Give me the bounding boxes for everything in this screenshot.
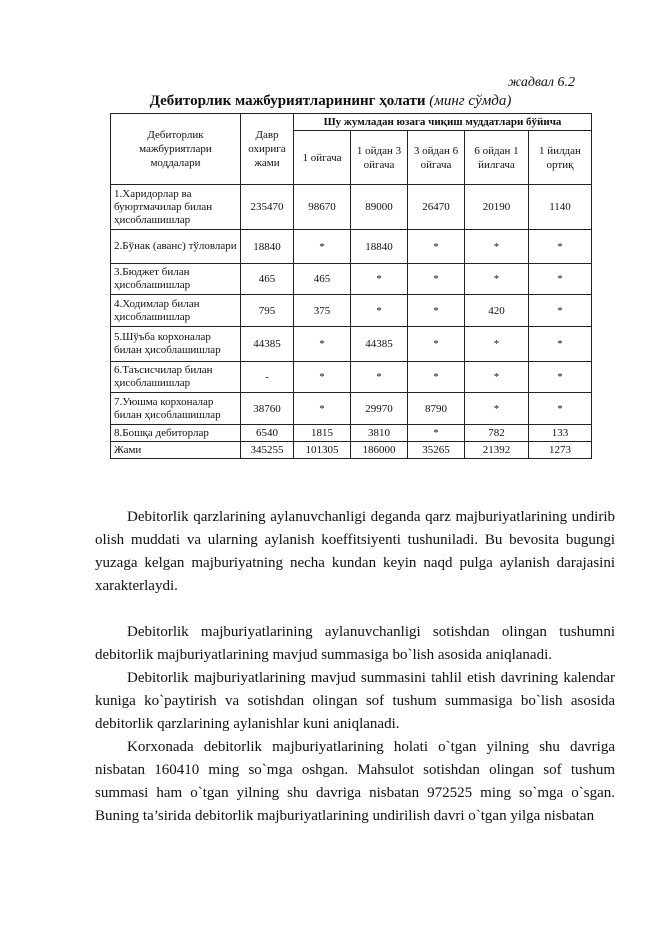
header-sub-4: 6 ойдан 1 йилгача	[465, 131, 529, 185]
paragraph-2: Debitorlik majburiyatlarining aylanuvchanligi sotishdan olingan tushumni debitorlik majburiyatlarining mavjud summasiga bo`lish asosida aniqlanadi.	[95, 624, 615, 663]
cell-over: *	[529, 327, 592, 362]
cell-over: *	[529, 230, 592, 264]
paragraph-3: Debitorlik majburiyatlarining mavjud summasini tahlil etish davrining kalendar kuniga ko`paytirish va sotishdan olingan sof tushum summasiga bo`lish asosida debitorlik qarzlarining aylanishlar kuni aniqlanadi.	[95, 670, 615, 732]
header-name: Дебиторлик мажбуриятлари моддалари	[111, 114, 241, 185]
cell-y1: *	[465, 264, 529, 295]
cell-total: 345255	[241, 442, 294, 459]
cell-m6: 35265	[408, 442, 465, 459]
cell-total: -	[241, 362, 294, 393]
cell-m6: *	[408, 295, 465, 327]
cell-y1: 782	[465, 425, 529, 442]
cell-name: 5.Шўъба корхоналар билан ҳисоблашишлар	[111, 327, 241, 362]
cell-over: *	[529, 362, 592, 393]
header-group: Шу жумладан юзага чиқиш муддатлари бўйича	[294, 114, 592, 131]
cell-m3: 186000	[351, 442, 408, 459]
table-title-text: Дебиторлик мажбуриятларининг ҳолати	[149, 93, 426, 109]
cell-name: 1.Харидорлар ва буюртмачилар билан ҳисоблашишлар	[111, 185, 241, 230]
table-title	[0, 93, 661, 110]
table-body	[111, 185, 592, 459]
cell-m1: *	[294, 230, 351, 264]
cell-name: 4.Ходимлар билан ҳисоблашишлар	[111, 295, 241, 327]
header-sub-2: 1 ойдан 3 ойгача	[351, 131, 408, 185]
cell-over: *	[529, 393, 592, 425]
cell-m6: *	[408, 264, 465, 295]
cell-m1: 101305	[294, 442, 351, 459]
cell-m3: *	[351, 264, 408, 295]
cell-y1: *	[465, 362, 529, 393]
header-sub-1: 1 ойгача	[294, 131, 351, 185]
cell-m1: 375	[294, 295, 351, 327]
cell-m1: 465	[294, 264, 351, 295]
cell-m1: *	[294, 393, 351, 425]
cell-over: 1273	[529, 442, 592, 459]
cell-m3: *	[351, 295, 408, 327]
cell-name: 7.Уюшма корхоналар билан ҳисоблашишлар	[111, 393, 241, 425]
cell-total: 6540	[241, 425, 294, 442]
table-row	[111, 295, 592, 327]
cell-over: 133	[529, 425, 592, 442]
cell-m3: 18840	[351, 230, 408, 264]
cell-y1: *	[465, 230, 529, 264]
paragraph-4: Korxonada debitorlik majburiyatlarining holati o`tgan yilning shu davriga nisbatan 160410 ming so`mga oshgan. Mahsulot sotishdan olingan sof tushum summasi ham o`tgan yilning shu davriga nisbatan 972525 ming so`mga o`sgan. Buning ta’sirida debitorlik majburiyatlarining undirilish davri o`tgan yilga nisbatan	[95, 739, 615, 824]
cell-m1: 98670	[294, 185, 351, 230]
cell-m3: 44385	[351, 327, 408, 362]
table-row	[111, 393, 592, 425]
table-row	[111, 185, 592, 230]
header-sub-5: 1 йилдан ортиқ	[529, 131, 592, 185]
table-row	[111, 442, 592, 459]
cell-y1: 21392	[465, 442, 529, 459]
cell-m3: *	[351, 362, 408, 393]
cell-m1: *	[294, 362, 351, 393]
cell-m1: *	[294, 327, 351, 362]
cell-m6: 8790	[408, 393, 465, 425]
debtor-table	[110, 113, 592, 459]
cell-m3: 89000	[351, 185, 408, 230]
cell-name: 8.Бошқа дебиторлар	[111, 425, 241, 442]
cell-y1: 20190	[465, 185, 529, 230]
header-total: Давр охирига жами	[241, 114, 294, 185]
cell-name: 2.Бўнак (аванс) тўловлари	[111, 230, 241, 264]
cell-name: Жами	[111, 442, 241, 459]
cell-m6: 26470	[408, 185, 465, 230]
table-row	[111, 327, 592, 362]
table-caption: жадвал 6.2	[507, 75, 575, 90]
cell-over: *	[529, 264, 592, 295]
cell-name: 3.Бюджет билан ҳисоблашишлар	[111, 264, 241, 295]
cell-total: 795	[241, 295, 294, 327]
cell-m6: *	[408, 327, 465, 362]
cell-m3: 29970	[351, 393, 408, 425]
cell-total: 235470	[241, 185, 294, 230]
cell-m3: 3810	[351, 425, 408, 442]
cell-total: 465	[241, 264, 294, 295]
cell-y1: 420	[465, 295, 529, 327]
cell-over: 1140	[529, 185, 592, 230]
table-header-row	[111, 114, 592, 131]
cell-total: 44385	[241, 327, 294, 362]
cell-m6: *	[408, 425, 465, 442]
cell-y1: *	[465, 393, 529, 425]
table-row	[111, 230, 592, 264]
table-unit: (минг сўмда)	[429, 93, 512, 109]
cell-total: 18840	[241, 230, 294, 264]
table-row	[111, 264, 592, 295]
paragraph-1: Debitorlik qarzlarining aylanuvchanligi deganda qarz majburiyatlarining undirib olish muddati va ularning aylanish koeffitsiyenti tushuniladi. Bu bevosita bugungi yuzaga kelgan majburiyatning necha kundan keyin naqd pulga aylanish darajasini xarakterlaydi.	[95, 509, 615, 594]
cell-m1: 1815	[294, 425, 351, 442]
cell-y1: *	[465, 327, 529, 362]
table-row	[111, 425, 592, 442]
cell-over: *	[529, 295, 592, 327]
cell-m6: *	[408, 362, 465, 393]
header-sub-3: 3 ойдан 6 ойгача	[408, 131, 465, 185]
cell-total: 38760	[241, 393, 294, 425]
cell-name: 6.Таъсисчилар билан ҳисоблашишлар	[111, 362, 241, 393]
cell-m6: *	[408, 230, 465, 264]
table-row	[111, 362, 592, 393]
